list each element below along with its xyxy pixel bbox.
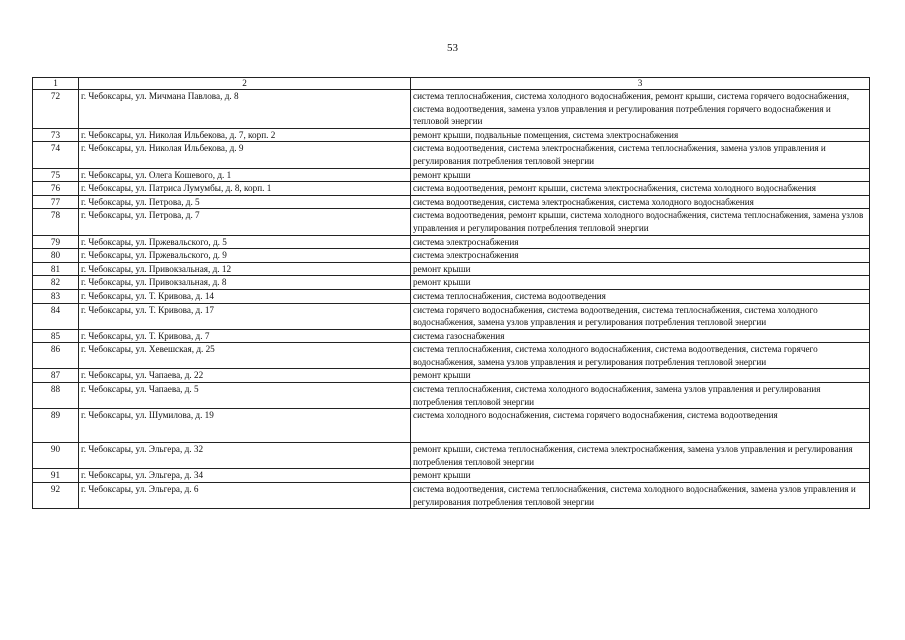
row-number: 88: [33, 383, 79, 409]
table-row: [33, 142, 870, 168]
address-cell: г. Чебоксары, ул. Т. Кривова, д. 17: [79, 303, 411, 329]
row-number: 81: [33, 262, 79, 276]
works-cell: система водоотведения, система электроснабжения, система холодного водоснабжения: [411, 195, 870, 209]
address-cell: г. Чебоксары, ул. Николая Ильбекова, д. 7, корп. 2: [79, 128, 411, 142]
works-cell: система теплоснабжения, система холодного водоснабжения, замена узлов управления и регулирования потребления тепловой энергии: [411, 383, 870, 409]
table-row: [33, 303, 870, 329]
address-cell: г. Чебоксары, ул. Мичмана Павлова, д. 8: [79, 90, 411, 129]
table-row: [33, 276, 870, 290]
address-cell: г. Чебоксары, ул. Чапаева, д. 22: [79, 369, 411, 383]
row-number: 77: [33, 195, 79, 209]
row-number: 92: [33, 483, 79, 509]
works-cell: система водоотведения, система теплоснабжения, система холодного водоснабжения, замена узлов управления и регулирования потребления тепловой энергии: [411, 483, 870, 509]
works-cell: система холодного водоснабжения, система горячего водоснабжения, система водоотведения: [411, 409, 870, 443]
row-number: 82: [33, 276, 79, 290]
address-cell: г. Чебоксары, ул. Пржевальского, д. 5: [79, 235, 411, 249]
table-row: [33, 383, 870, 409]
row-number: 83: [33, 289, 79, 303]
address-cell: г. Чебоксары, ул. Т. Кривова, д. 7: [79, 329, 411, 343]
address-cell: г. Чебоксары, ул. Петрова, д. 5: [79, 195, 411, 209]
row-number: 84: [33, 303, 79, 329]
address-works-table: [32, 77, 870, 509]
address-cell: г. Чебоксары, ул. Шумилова, д. 19: [79, 409, 411, 443]
address-cell: г. Чебоксары, ул. Николая Ильбекова, д. 9: [79, 142, 411, 168]
table-row: [33, 235, 870, 249]
column-header-works: 3: [411, 78, 870, 90]
address-cell: г. Чебоксары, ул. Эльгера, д. 6: [79, 483, 411, 509]
table-row: [33, 90, 870, 129]
works-cell: система водоотведения, ремонт крыши, система электроснабжения, система холодного водоснабжения: [411, 182, 870, 196]
row-number: 91: [33, 469, 79, 483]
works-cell: система электроснабжения: [411, 249, 870, 263]
address-cell: г. Чебоксары, ул. Эльгера, д. 34: [79, 469, 411, 483]
works-cell: система теплоснабжения, система холодного водоснабжения, ремонт крыши, система горячего водоснабжения, система водоотведения, замена узлов управления и регулирования потребления горячего водоснабжения и тепловой энергии: [411, 90, 870, 129]
table-row: [33, 289, 870, 303]
address-cell: г. Чебоксары, ул. Привокзальная, д. 12: [79, 262, 411, 276]
works-cell: система газоснабжения: [411, 329, 870, 343]
works-cell: система теплоснабжения, система холодного водоснабжения, система водоотведения, система горячего водоснабжения, замена узлов управления и регулирования потребления тепловой энергии: [411, 343, 870, 369]
row-number: 75: [33, 168, 79, 182]
works-cell: ремонт крыши: [411, 469, 870, 483]
row-number: 74: [33, 142, 79, 168]
works-cell: система теплоснабжения, система водоотведения: [411, 289, 870, 303]
page-number: 53: [447, 42, 458, 54]
works-cell: ремонт крыши: [411, 168, 870, 182]
row-number: 73: [33, 128, 79, 142]
table-row: [33, 249, 870, 263]
table-row: [33, 262, 870, 276]
row-number: 80: [33, 249, 79, 263]
table-row: [33, 195, 870, 209]
row-number: 76: [33, 182, 79, 196]
row-number: 78: [33, 209, 79, 235]
table-row: [33, 209, 870, 235]
row-number: 72: [33, 90, 79, 129]
address-cell: г. Чебоксары, ул. Олега Кошевого, д. 1: [79, 168, 411, 182]
works-cell: ремонт крыши: [411, 276, 870, 290]
row-number: 79: [33, 235, 79, 249]
table-row: [33, 128, 870, 142]
header-row: [33, 78, 870, 90]
works-cell: система горячего водоснабжения, система водоотведения, система теплоснабжения, система холодного водоснабжения, замена узлов управления и регулирования потребления тепловой энергии: [411, 303, 870, 329]
column-header-address: 2: [79, 78, 411, 90]
table-row: [33, 182, 870, 196]
address-cell: г. Чебоксары, ул. Привокзальная, д. 8: [79, 276, 411, 290]
row-number: 85: [33, 329, 79, 343]
address-cell: г. Чебоксары, ул. Петрова, д. 7: [79, 209, 411, 235]
table-row: [33, 443, 870, 469]
table-body: [33, 90, 870, 509]
works-cell: ремонт крыши: [411, 262, 870, 276]
works-cell: система водоотведения, система электроснабжения, система теплоснабжения, замена узлов управления и регулирования потребления тепловой энергии: [411, 142, 870, 168]
table-row: [33, 483, 870, 509]
works-cell: ремонт крыши, система теплоснабжения, система электроснабжения, замена узлов управления и регулирования потребления тепловой энергии: [411, 443, 870, 469]
address-cell: г. Чебоксары, ул. Чапаева, д. 5: [79, 383, 411, 409]
row-number: 87: [33, 369, 79, 383]
address-cell: г. Чебоксары, ул. Т. Кривова, д. 14: [79, 289, 411, 303]
works-cell: система электроснабжения: [411, 235, 870, 249]
works-cell: ремонт крыши: [411, 369, 870, 383]
table-row: [33, 369, 870, 383]
table-row: [33, 469, 870, 483]
row-number: 86: [33, 343, 79, 369]
table-row: [33, 329, 870, 343]
address-cell: г. Чебоксары, ул. Эльгера, д. 32: [79, 443, 411, 469]
column-header-number: 1: [33, 78, 79, 90]
address-cell: г. Чебоксары, ул. Патриса Лумумбы, д. 8, корп. 1: [79, 182, 411, 196]
row-number: 89: [33, 409, 79, 443]
table-row: [33, 343, 870, 369]
works-cell: ремонт крыши, подвальные помещения, система электроснабжения: [411, 128, 870, 142]
address-cell: г. Чебоксары, ул. Хевешская, д. 25: [79, 343, 411, 369]
works-cell: система водоотведения, ремонт крыши, система холодного водоснабжения, система теплоснабжения, замена узлов управления и регулирования потребления тепловой энергии: [411, 209, 870, 235]
table-row: [33, 168, 870, 182]
row-number: 90: [33, 443, 79, 469]
table-row: [33, 409, 870, 443]
address-cell: г. Чебоксары, ул. Пржевальского, д. 9: [79, 249, 411, 263]
